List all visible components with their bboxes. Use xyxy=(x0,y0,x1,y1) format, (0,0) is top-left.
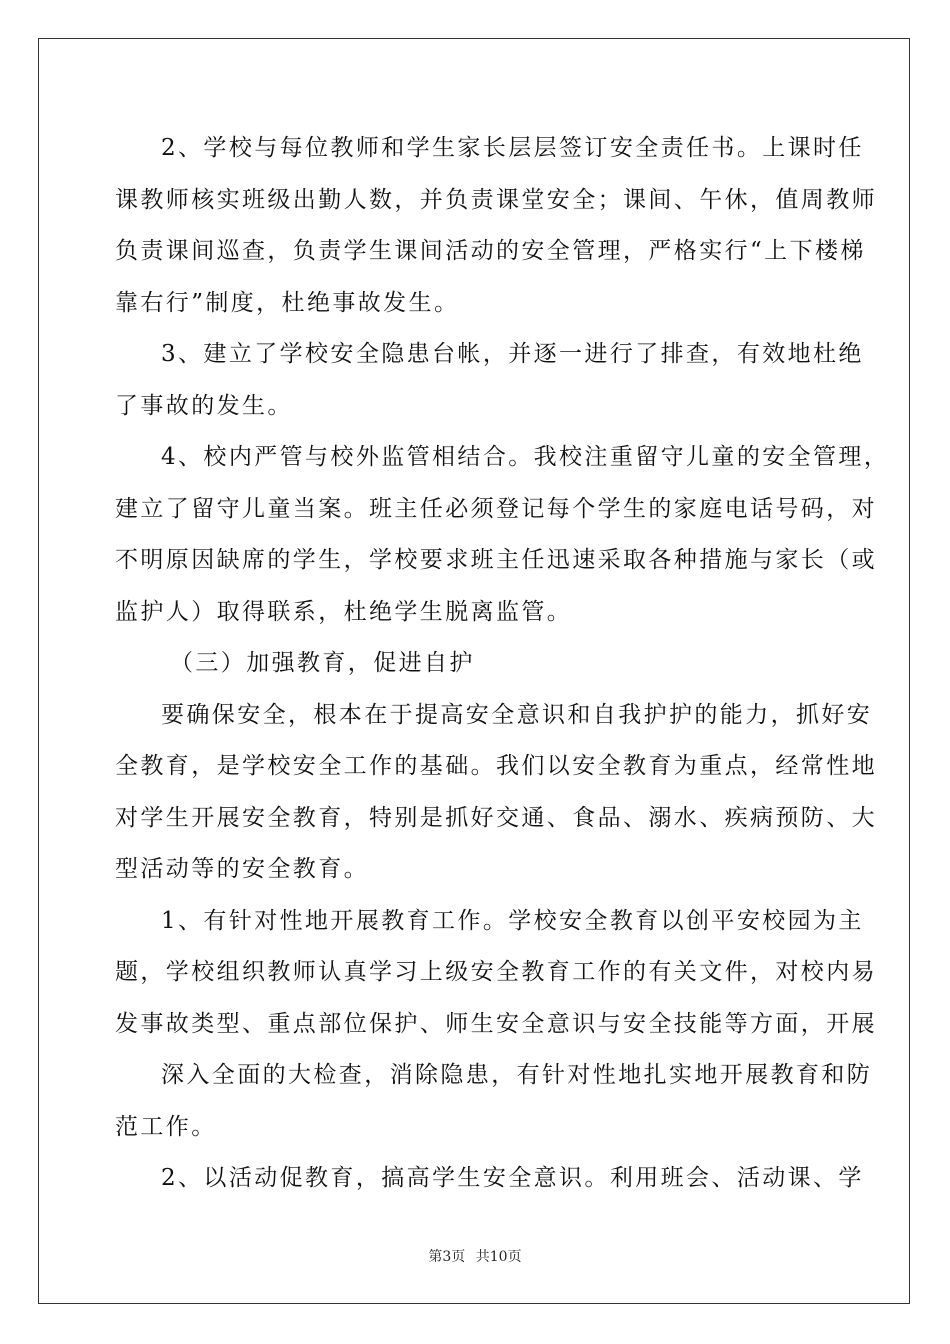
text-line: 建立了留守儿童当案。班主任必须登记每个学生的家庭电话号码，对 xyxy=(115,495,877,522)
text-line: 要确保安全，根本在于提高安全意识和自我护护的能力，抓好安 xyxy=(161,701,873,728)
text-line: 了事故的发生。 xyxy=(115,392,293,419)
text-line: 2、学校与每位教师和学生家长层层签订安全责任书。上课时任 xyxy=(161,135,864,161)
text-line: 深入全面的大检查，消除隐患，有针对性地扎实地开展教育和防 xyxy=(161,1062,873,1088)
text-line: 4、校内严管与校外监管相结合。我校注重留守儿童的安全管理， xyxy=(161,444,890,470)
document-body xyxy=(115,123,890,1205)
text-line: 2、以活动促教育，搞高学生安全意识。利用班会、活动课、学 xyxy=(161,1165,864,1191)
text-line: 全教育，是学校安全工作的基础。我们以安全教育为重点，经常性地 xyxy=(115,753,877,779)
page-total: 共10页 xyxy=(475,1249,522,1265)
text-line: 发事故类型、重点部位保护、师生安全意识与安全技能等方面，开展 xyxy=(115,1010,877,1037)
text-line: 型活动等的安全教育。 xyxy=(115,856,369,882)
text-line: 不明原因缺席的学生，学校要求班主任迅速采取各种措施与家长（或 xyxy=(115,547,877,573)
text-line: 课教师核实班级出勤人数，并负责课堂安全；课间、午休，值周教师 xyxy=(115,186,877,213)
text-line: 1、有针对性地开展教育工作。学校安全教育以创平安校园为主 xyxy=(161,907,864,934)
text-line: 对学生开展安全教育，特别是抓好交通、食品、溺水、疾病预防、大 xyxy=(115,804,877,831)
text-line: 3、建立了学校安全隐患台帐，并逐一进行了排查，有效地杜绝 xyxy=(161,341,864,367)
text-line: 题，学校组织教师认真学习上级安全教育工作的有关文件，对校内易 xyxy=(115,959,877,985)
text-line: 监护人）取得联系，杜绝学生脱离监管。 xyxy=(115,598,573,625)
page-number: 第3页 xyxy=(428,1249,466,1265)
text-line: 范工作。 xyxy=(115,1113,217,1140)
text-line: 靠右行”制度，杜绝事故发生。 xyxy=(115,289,460,316)
section-heading: （三）加强教育，促进自护 xyxy=(170,650,475,676)
text-line: 负责课间巡查，负责学生课间活动的安全管理，严格实行“上下楼梯 xyxy=(115,238,866,264)
page-footer xyxy=(0,1246,950,1266)
